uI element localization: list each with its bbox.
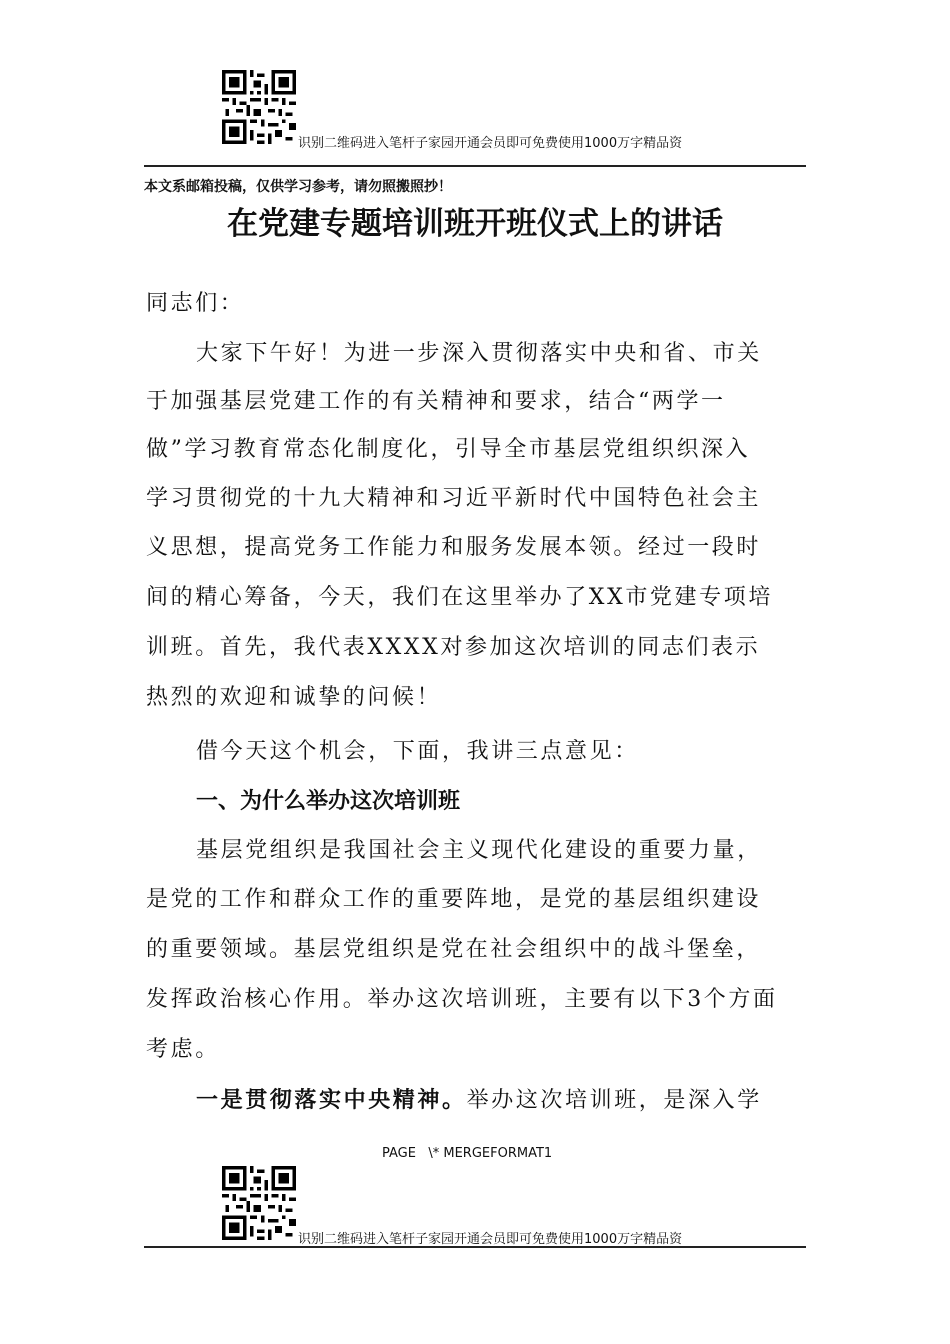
paragraph-line: 热烈的欢迎和诚挚的问候！ [146, 685, 442, 710]
paragraph-line: 的重要领域。基层党组织是党在社会组织中的战斗堡垒， [146, 937, 762, 962]
header-rule [144, 165, 806, 167]
paragraph-line: 于加强基层党建工作的有关精神和要求，结合“两学一 [146, 389, 726, 414]
submission-notice: 本文系邮箱投稿，仅供学习参考，请勿照搬照抄！ [144, 179, 452, 195]
paragraph-line: 基层党组织是我国社会主义现代化建设的重要力量， [196, 838, 762, 863]
paragraph-line: 大家下午好！为进一步深入贯彻落实中央和省、市关 [196, 341, 762, 366]
paragraph-line: 义思想，提高党务工作能力和服务发展本领。经过一段时 [146, 535, 762, 560]
paragraph-line [196, 1083, 806, 1114]
footer-banner-text: 识别二维码进入笔杆子家园开通会员即可免费使用1000万字精品资 [298, 1232, 683, 1247]
document-title: 在党建专题培训班开班仪式上的讲话 [227, 206, 723, 242]
paragraph-line: 间的精心筹备，今天，我们在这里举办了XX市党建专项培 [146, 585, 773, 610]
paragraph-line: 考虑。 [146, 1037, 220, 1062]
header-banner-text: 识别二维码进入笔杆子家园开通会员即可免费使用1000万字精品资 [298, 136, 683, 151]
paragraph-line: 发挥政治核心作用。举办这次培训班，主要有以下3个方面 [146, 987, 778, 1012]
point-lead: 一是贯彻落实中央精神。 [196, 1087, 467, 1113]
paragraph-line: 是党的工作和群众工作的重要阵地，是党的基层组织建设 [146, 887, 762, 912]
point-text: 举办这次培训班，是深入学 [466, 1088, 762, 1113]
salutation: 同志们： [146, 291, 245, 316]
footer-rule [144, 1246, 806, 1248]
paragraph-line: 学习贯彻党的十九大精神和习近平新时代中国特色社会主 [146, 486, 762, 511]
section-heading: 一、为什么举办这次培训班 [196, 789, 461, 814]
paragraph-line: 做”学习教育常态化制度化，引导全市基层党组织织深入 [146, 437, 751, 462]
qr-code-icon [222, 70, 296, 144]
page-number-field: PAGE \* MERGEFORMAT1 [382, 1146, 553, 1161]
qr-code-icon [222, 1166, 296, 1240]
paragraph-line: 借今天这个机会，下面，我讲三点意见： [196, 739, 639, 764]
paragraph-line: 训班。首先，我代表XXXX对参加这次培训的同志们表示 [146, 635, 761, 660]
